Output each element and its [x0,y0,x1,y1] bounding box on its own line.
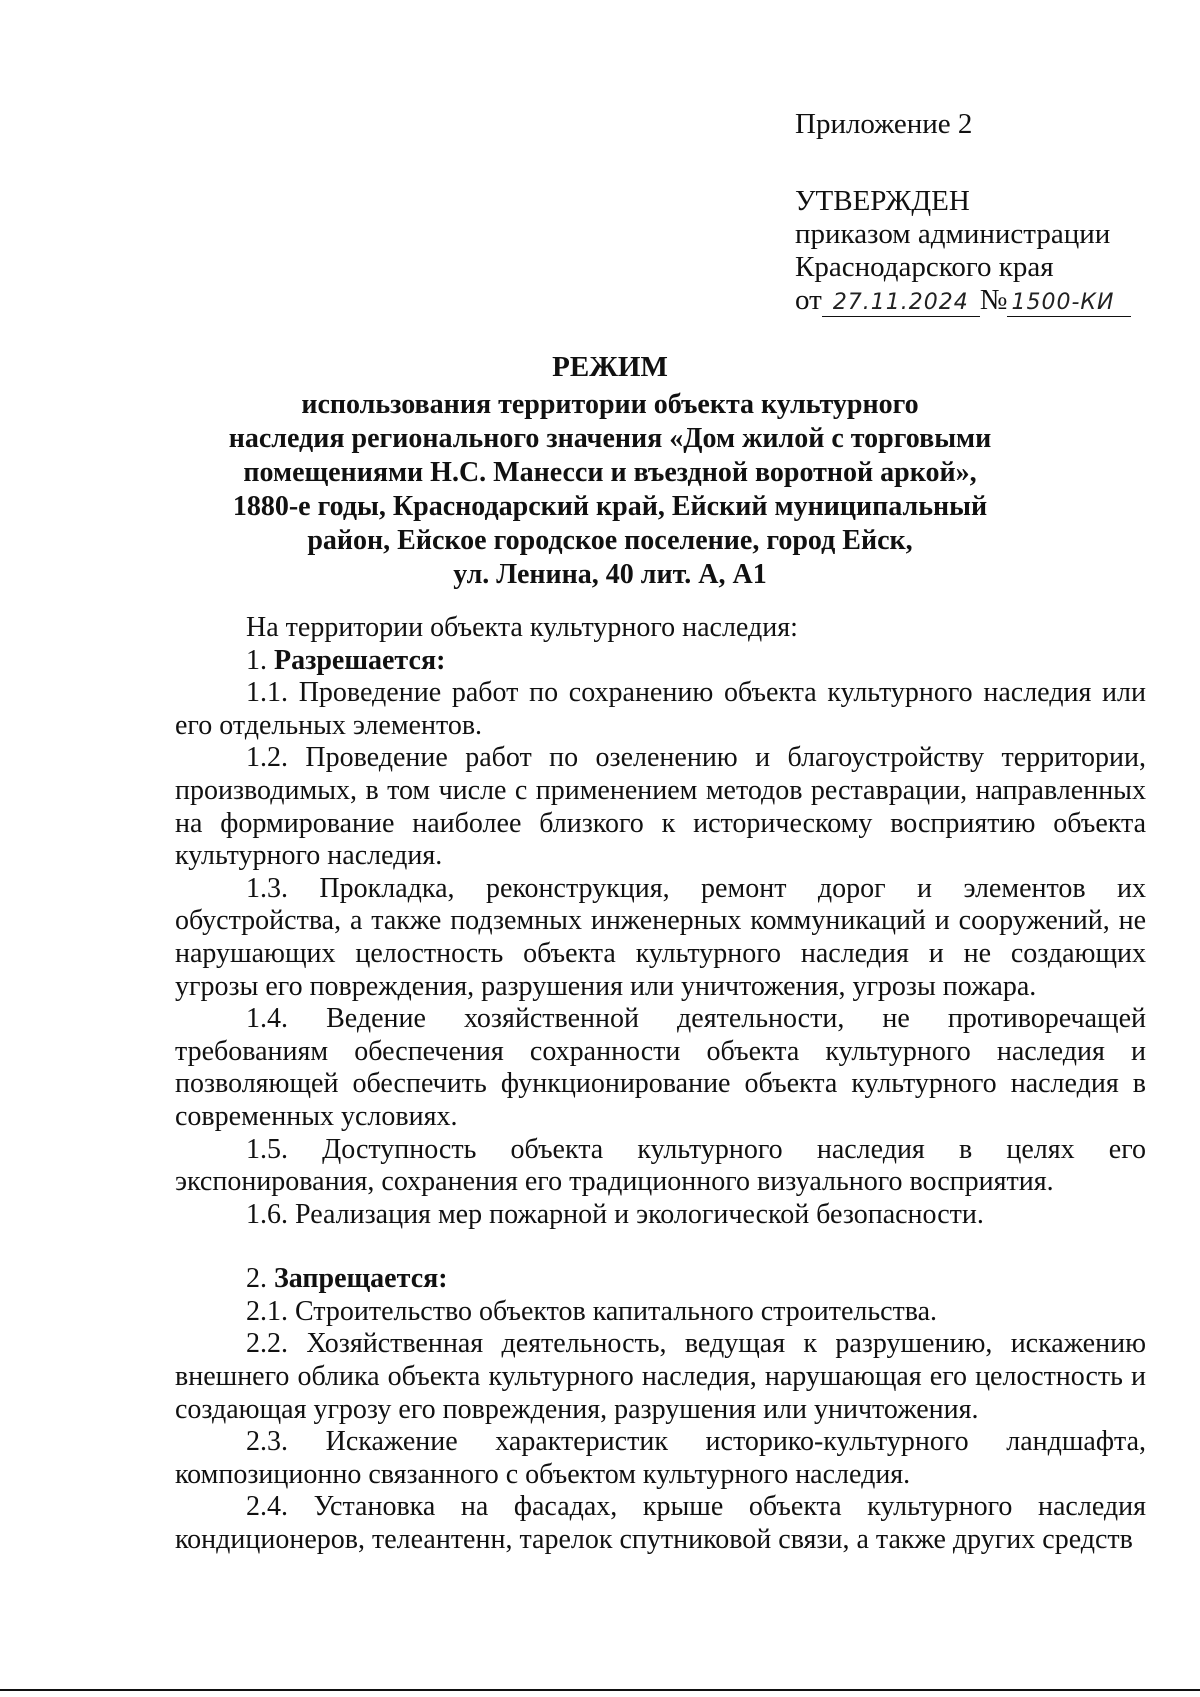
approved-label: УТВЕРЖДЕН [795,185,970,217]
approval-stamp-block [795,108,1131,317]
title-line: ул. Ленина, 40 лит. А, А1 [453,559,767,590]
clause-paragraph: 2.4. Установка на фасадах, крыше объекта культурного наследия кондиционеров, телеантенн, тарелок спутниковой связи, а также других средств [175,1491,1146,1556]
title-line: 1880-е годы, Краснодарский край, Ейский муниципальный [232,491,988,522]
document-title [170,350,1050,592]
clause-paragraph: 2.3. Искажение характеристик историко-культурного ландшафта, композиционно связанного с объектом культурного наследия. [175,1426,1146,1490]
order-number-handwritten: 1500-КИ [1007,290,1131,317]
clause-paragraph: 1.1. Проведение работ по сохранению объекта культурного наследия или его отдельных элементов. [175,677,1146,741]
number-prefix: № [979,284,1008,316]
date-prefix: от [795,284,822,316]
section-1-title: Разрешается: [274,644,446,676]
section-2-number: 2. [246,1263,267,1295]
clause-paragraph: 1.5. Доступность объекта культурного наследия в целях его экспонирования, сохранения его традиционного визуального восприятия. [175,1133,1146,1198]
title-line: использования территории объекта культурного [301,389,919,420]
clause-paragraph: 2.2. Хозяйственная деятельность, ведущая к разрушению, искажению внешнего облика объекта культурного наследия, нарушающая его целостность и создающая угрозу его повреждения, разрушения или уничтожения. [175,1328,1146,1425]
title-line: район, Ейское городское поселение, город Ейск, [307,525,913,556]
section-2-title: Запрещается: [274,1263,448,1295]
order-date-handwritten: 27.11.2024 [822,290,980,317]
appendix-label: Приложение 2 [795,108,973,140]
clause-paragraph: 2.1. Строительство объектов капитального строительства. [246,1295,938,1327]
title-main: РЕЖИМ [552,351,668,383]
section-1-number: 1. [246,644,267,676]
clause-paragraph: 1.2. Проведение работ по озеленению и благоустройству территории, производимых, в том числе с применением методов реставрации, направленных на формирование наиболее близкого к историческому восприятию объекта культурного наследия. [175,742,1146,872]
section-2-heading [175,1263,1146,1296]
clause-paragraph: 1.6. Реализация мер пожарной и экологической безопасности. [246,1198,984,1230]
clause-paragraph: 1.3. Прокладка, реконструкция, ремонт дорог и элементов их обустройства, а также подземных инженерных коммуникаций и сооружений, не нарушающих целостность объекта культурного наследия и не создающих угрозы его повреждения, разрушения или уничтожения, угрозы пожара. [175,872,1146,1002]
approved-region: Краснодарского края [795,251,1054,283]
document-body [175,612,1146,1557]
clause-paragraph: 1.4. Ведение хозяйственной деятельности, не противоречащей требованиям обеспечения сохранности объекта культурного наследия и позволяющей обеспечить функционирование объекта культурного наследия в современных условиях. [175,1003,1146,1132]
order-reference [795,284,1131,317]
section-1-heading [175,645,1146,678]
title-line: наследия регионального значения «Дом жилой с торговыми [228,423,992,454]
approved-by-order: приказом администрации [795,218,1111,250]
intro-paragraph: На территории объекта культурного наследия: [246,612,798,643]
page-bottom-rule [0,1689,1200,1691]
title-line: помещениями Н.С. Манесси и въездной воротной аркой», [243,457,977,488]
